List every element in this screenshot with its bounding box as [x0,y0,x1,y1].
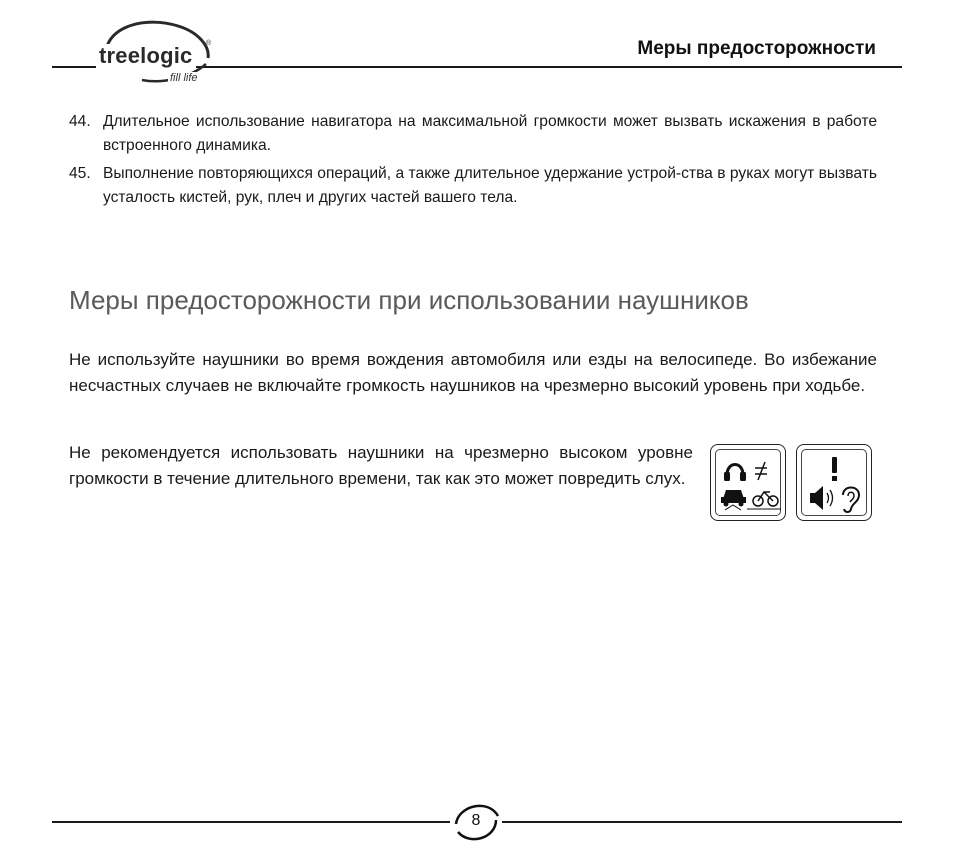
headphones-icon [724,465,746,482]
exclamation-icon [832,457,837,481]
bicycle-icon [747,492,781,509]
list-item-number: 44. [69,113,91,130]
list-item [69,110,877,158]
footer-rule-right [502,821,902,823]
logo-text: treelogic [96,44,196,68]
headphones-volume-paragraph: Не рекомендуется использовать наушники на чрезмерно высоком уровне громкости в течение длительного времени, так как это может повредить слух. [69,443,693,488]
car-icon [721,490,746,510]
treelogic-logo [86,12,222,90]
logo-registered-mark: ® [206,40,212,47]
precautions-list [69,110,877,214]
list-item-text: Выполнение повторяющихся операций, а также длительное удержание устрой-ства в руках могут вызвать усталость кистей, рук, плеч и других частей вашего тела. [103,165,877,206]
hearing-damage-warning-pictogram [796,444,872,521]
page-number: 8 [471,812,481,829]
headphones-driving-paragraph: Не используйте наушники во время вождения автомобиля или езды на велосипеде. Во избежание несчастных случаев не включайте громкость наушников на чрезмерно высокий уровень при ходьбе. [69,350,877,395]
list-item [69,162,877,210]
section-heading: Меры предосторожности при использовании наушников [69,284,749,315]
no-headphones-driving-pictogram [710,444,786,521]
speaker-icon [810,486,833,510]
list-item-number: 45. [69,165,91,182]
page-title: Меры предосторожности [637,38,876,59]
logo-tagline: fill life [170,72,198,84]
list-item-text: Длительное использование навигатора на максимальной громкости может вызвать искажения в работе встроенного динамика. [103,113,877,154]
not-equal-icon [755,462,767,480]
ear-icon [843,488,859,513]
footer-rule-left [52,821,450,823]
